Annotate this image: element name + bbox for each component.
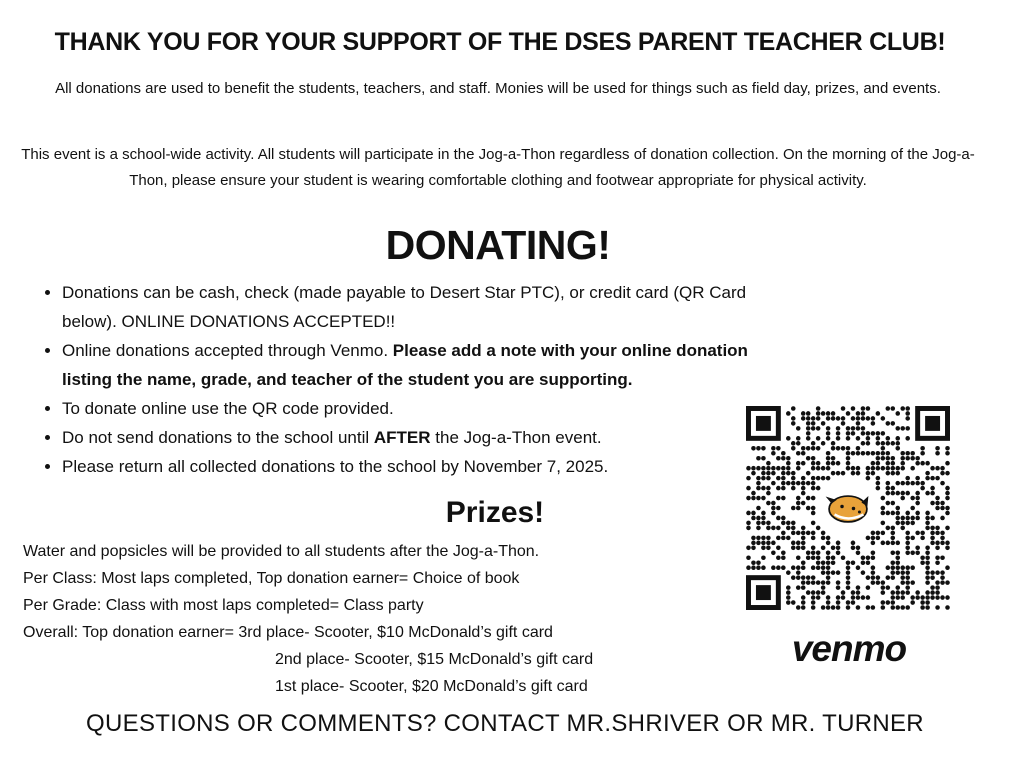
venmo-logo: venmo <box>791 628 907 669</box>
donation-instructions-list <box>24 278 762 481</box>
bullet-bold-text: AFTER <box>373 428 431 447</box>
prize-line: Per Grade: Class with most laps completed= Class party <box>23 597 424 614</box>
finder-pattern-top-left <box>746 406 781 441</box>
list-item <box>62 452 762 481</box>
intro-paragraph-benefits: All donations are used to benefit the students, teachers, and staff. Monies will be used for things such as field day, prizes, and events. <box>55 80 941 97</box>
page-title: THANK YOU FOR YOUR SUPPORT OF THE DSES PARENT TEACHER CLUB! <box>54 28 946 56</box>
bullet-bold-text: Please add a note with your online donation listing the name, grade, and teacher of the student you are supporting. <box>62 341 748 389</box>
contact-footer: QUESTIONS OR COMMENTS? CONTACT MR.SHRIVER OR MR. TURNER <box>86 710 924 737</box>
prize-line: Overall: Top donation earner= 3rd place- Scooter, $10 McDonald’s gift card <box>23 624 553 641</box>
qr-code-icon[interactable] <box>746 406 950 610</box>
prize-line: Water and popsicles will be provided to all students after the Jog-a-Thon. <box>23 543 540 560</box>
bullet-text-after: the Jog-a-Thon event. <box>430 428 602 447</box>
list-item <box>62 394 762 423</box>
prize-line: Per Class: Most laps completed, Top donation earner= Choice of book <box>23 570 520 587</box>
prize-line: 2nd place- Scooter, $15 McDonald’s gift card <box>275 651 594 668</box>
finder-pattern-bottom-left <box>746 575 781 610</box>
intro-paragraph-event: This event is a school-wide activity. All students will participate in the Jog-a-Thon regardless of donation collection. On the morning of the Jog-a-Thon, please ensure your student is wearing comfortable clothing and footwear appropriate for physical activity. <box>21 146 975 189</box>
bullet-text: Donations can be cash, check (made payable to Desert Star PTC), or credit card (QR Card below). ONLINE DONATIONS ACCEPTED!! <box>62 283 747 331</box>
finder-pattern-top-right <box>915 406 950 441</box>
bullet-text: Do not send donations to the school until <box>62 428 374 447</box>
donating-heading: DONATING! <box>385 222 611 268</box>
bullet-text: Please return all collected donations to the school by November 7, 2025. <box>62 457 609 476</box>
bullet-text: To donate online use the QR code provided. <box>62 399 394 418</box>
bullet-text: Online donations accepted through Venmo. <box>62 341 393 360</box>
list-item <box>62 423 762 452</box>
prize-line: 1st place- Scooter, $20 McDonald’s gift card <box>275 678 588 695</box>
prizes-heading: Prizes! <box>445 496 545 529</box>
list-item <box>62 278 762 336</box>
list-item <box>62 336 762 394</box>
cheetah-mascot-icon <box>817 477 879 539</box>
